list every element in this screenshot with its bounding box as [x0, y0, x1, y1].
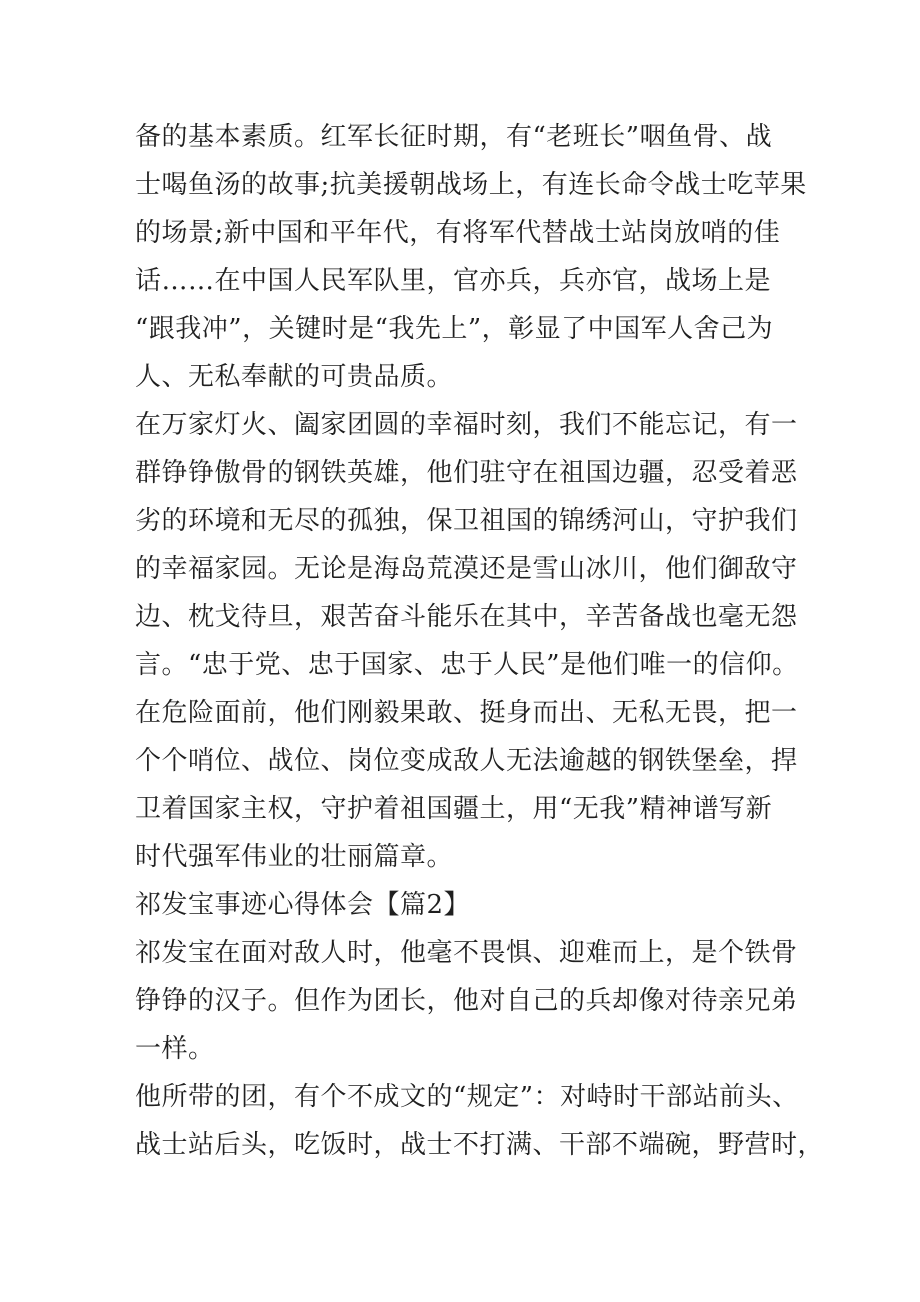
text-line: 的幸福家园。无论是海岛荒漠还是雪山冰川，他们御敌守 [135, 554, 798, 584]
text-line: 在危险面前，他们刚毅果敢、挺身而出、无私无畏，把一 [135, 698, 798, 728]
paragraph-heading [135, 881, 795, 929]
paragraph-4 [135, 1073, 825, 1169]
paragraph-3 [135, 929, 798, 1073]
text-line: 卫着国家主权，守护着祖国疆土，用“无我”精神谱写新 [135, 794, 773, 824]
text-line: 在万家灯火、阖家团圆的幸福时刻，我们不能忘记，有一 [135, 410, 798, 440]
text-line: 劣的环境和无尽的孤独，保卫祖国的锦绣河山，守护我们 [135, 506, 798, 536]
text-line: 士喝鱼汤的故事;抗美援朝战场上，有连长命令战士吃苹果 [135, 170, 807, 200]
text-line: 人、无私奉献的可贵品质。 [135, 362, 454, 392]
text-line: 的场景;新中国和平年代，有将军代替战士站岗放哨的佳 [135, 218, 781, 248]
text-line: 个个哨位、战位、岗位变成敌人无法逾越的钢铁堡垒，捍 [135, 746, 798, 776]
text-line: 时代强军伟业的壮丽篇章。 [135, 842, 454, 872]
text-line: 言。“忠于党、忠于国家、忠于人民”是他们唯一的信仰。 [135, 650, 799, 680]
text-line: 备的基本素质。红军长征时期，有“老班长”咽鱼骨、战 [135, 122, 773, 152]
text-line: 铮铮的汉子。但作为团长，他对自己的兵却像对待亲兄弟 [135, 986, 798, 1016]
section-heading-line: 祁发宝事迹心得体会【篇2】 [135, 890, 471, 920]
text-line: 战士站后头，吃饭时，战士不打满、干部不端碗，野营时， [135, 1130, 825, 1160]
text-line: “跟我冲”，关键时是“我先上”，彰显了中国军人舍己为 [135, 314, 774, 344]
paragraph-2 [135, 401, 799, 881]
text-line: 他所带的团，有个不成文的“规定”：对峙时干部站前头、 [135, 1082, 799, 1112]
text-line: 祁发宝在面对敌人时，他毫不畏惧、迎难而上，是个铁骨 [135, 938, 798, 968]
text-line: 群铮铮傲骨的钢铁英雄，他们驻守在祖国边疆，忍受着恶 [135, 458, 798, 488]
text-line: 话……在中国人民军队里，官亦兵，兵亦官，战场上是 [135, 266, 772, 296]
text-line: 一样。 [135, 1034, 215, 1064]
paragraph-1 [135, 113, 807, 401]
text-line: 边、枕戈待旦，艰苦奋斗能乐在其中，辛苦备战也毫无怨 [135, 602, 798, 632]
document-text [135, 113, 825, 1169]
